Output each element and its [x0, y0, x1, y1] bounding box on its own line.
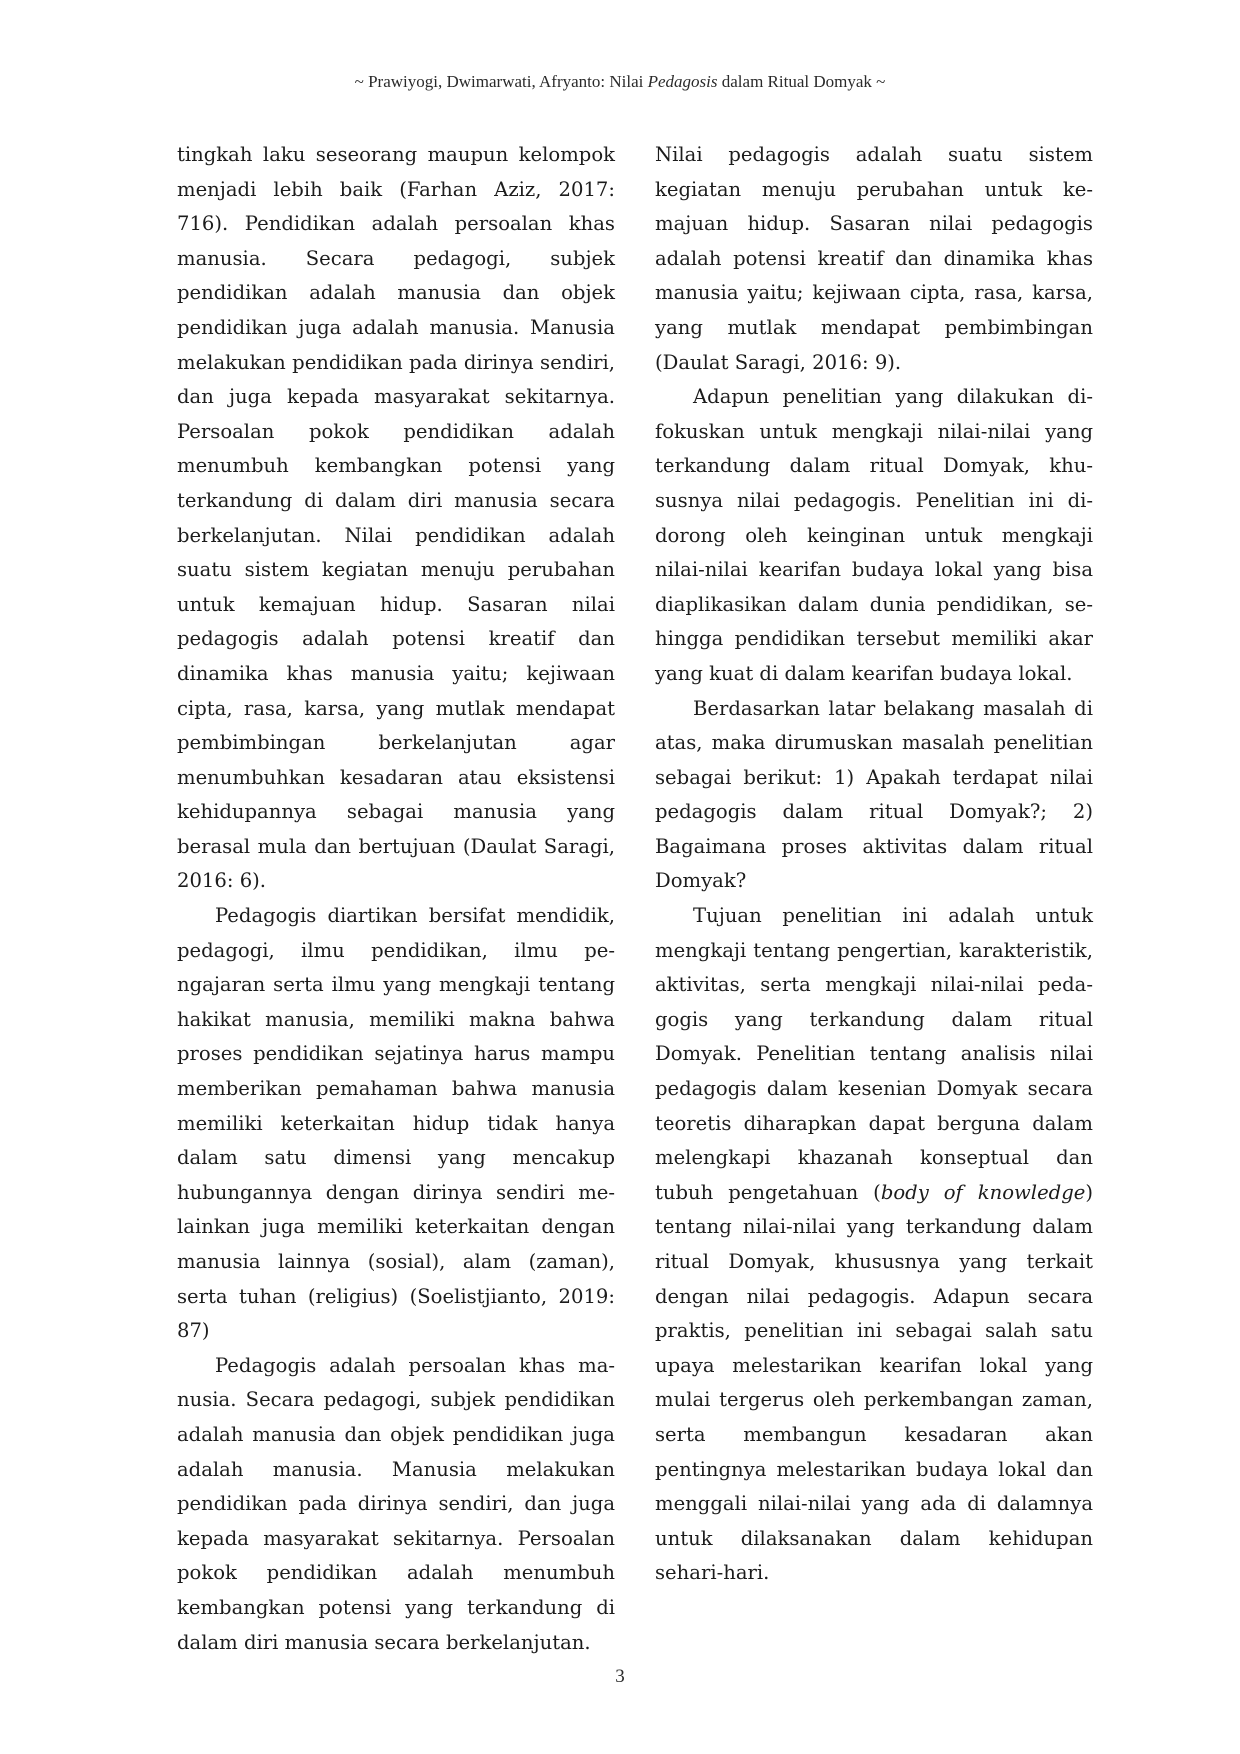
right-paragraph-2: Adapun penelitian yang dilakukan difokuskan untuk mengkaji nilai-nilai yang terkandung dalam ritual Domyak, khususnya nilai pedagogis. Penelitian ini didorong oleh keinginan untuk mengkaji nilai-nilai kearifan budaya lokal yang bisa diaplikasikan dalam dunia pendidikan, sehingga pendidikan tersebut memiliki akar yang kuat di dalam kearifan budaya lokal.	[655, 385, 1093, 685]
page-number: 3	[615, 1666, 625, 1687]
right-column	[655, 138, 1093, 1591]
right-paragraph-1: Nilai pedagogis adalah suatu sistem kegiatan menuju perubahan untuk kemajuan hidup. Sasaran nilai pedagogis adalah potensi kreatif dan dinamika khas manusia yaitu; kejiwaan cipta, rasa, karsa, yang mutlak mendapat pembimbingan (Daulat Saragi, 2016: 9).	[655, 143, 1093, 374]
running-header-italic: Pedagosis	[647, 72, 718, 91]
running-header	[0, 72, 1240, 92]
running-header-suffix: dalam Ritual Domyak ~	[717, 72, 886, 91]
right-paragraph-3: Berdasarkan latar belakang masalah di atas, maka dirumuskan masalah penelitian sebagai berikut: 1) Apakah terdapat nilai pedagogis dalam ritual Domyak?; 2) Bagaimana proses aktivitas dalam ritual Domyak?	[655, 696, 1093, 893]
left-column	[177, 138, 615, 1660]
left-paragraph-1: tingkah laku seseorang maupun kelompok menjadi lebih baik (Farhan Aziz, 2017: 716). Pendidikan adalah persoalan khas manusia. Secara pedagogi, subjek pendidikan adalah manusia dan objek pendidikan juga adalah manusia. Manusia melakukan pendidikan pada dirinya sendiri, dan juga kepada masyarakat sekitarnya. Persoalan pokok pendidikan adalah menumbuh kembangkan potensi yang terkandung di dalam diri manusia secara berkelanjutan. Nilai pendidikan adalah suatu sistem kegiatan menuju perubahan untuk kemajuan hidup. Sasaran nilai pedagogis adalah potensi kreatif dan dinamika khas manusia yaitu; kejiwaan cipta, rasa, karsa, yang mutlak mendapat pembimbingan berkelanjutan agar menumbuhkan kesadaran atau eksistensi kehidupannya sebagai manusia yang berasal mula dan bertujuan (Daulat Saragi, 2016: 6).	[177, 143, 615, 893]
running-header-prefix: ~ Prawiyogi, Dwimarwati, Afryanto: Nilai	[354, 72, 648, 91]
right-paragraph-4-part-b: ) tentang nilai-nilai yang terkandung dalam ritual Domyak, khususnya yang terkait dengan nilai pedagogis. Adapun secara praktis, penelitian ini sebagai salah satu upaya melestarikan kearifan lokal yang mulai tergerus oleh perkembangan zaman, serta membangun kesadaran akan pentingnya melestarikan budaya lokal dan menggali nilai-nilai yang ada di dalamnya untuk dilaksanakan dalam kehidupan sehari-hari.	[655, 1180, 1093, 1585]
left-paragraph-3: Pedagogis adalah persoalan khas manusia. Secara pedagogi, subjek pendidikan adalah manusia dan objek pendidikan juga adalah manusia. Manusia melakukan pendidikan pada dirinya sendiri, dan juga kepada masyarakat sekitarnya. Persoalan pokok pendidikan adalah menumbuh kembangkan potensi yang terkandung di dalam diri manusia secara berkelanjutan.	[177, 1353, 615, 1654]
left-paragraph-2: Pedagogis diartikan bersifat mendidik, pedagogi, ilmu pendidikan, ilmu pengajaran serta ilmu yang mengkaji tentang hakikat manusia, memiliki makna bahwa proses pendidikan sejatinya harus mampu memberikan pemahaman bahwa manusia memiliki keterkaitan hidup tidak hanya dalam satu dimensi yang mencakup hubungannya dengan dirinya sendiri melainkan juga memiliki keterkaitan dengan manusia lainnya (sosial), alam (zaman), serta tuhan (religius) (Soelistjianto, 2019: 87)	[177, 904, 615, 1343]
right-paragraph-4	[655, 899, 1093, 1591]
right-paragraph-4-part-a: Tujuan penelitian ini adalah untuk mengkaji tentang pengertian, karakteristik, aktivitas, serta mengkaji nilai-nilai pedagogis yang terkandung dalam ritual Domyak. Penelitian tentang analisis nilai pedagogis dalam kesenian Domyak secara teoretis diharapkan dapat berguna dalam melengkapi khazanah konseptual dan tubuh pengetahuan (	[655, 904, 1093, 1204]
right-paragraph-4-italic: body of knowledge	[880, 1180, 1086, 1204]
